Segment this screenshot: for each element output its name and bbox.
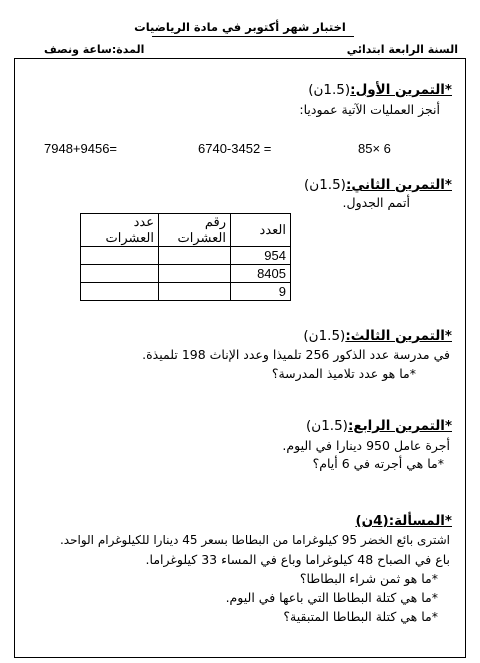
exercise4-heading [306,418,452,434]
exercise4-title: *التمرين الرابع: [347,418,452,434]
table-cell: 8405 [231,265,291,283]
exercise3-heading [303,328,452,344]
problem-statement-line2: باع في الصباح 48 كيلوغراما وباع في المساء 33 كيلوغراما. [145,552,450,567]
table-cell [81,247,159,265]
table-cell: 954 [231,247,291,265]
operation-subtract: 6740-3452 = [198,141,272,156]
table-cell [81,265,159,283]
exercise4-points: (1.5ن) [306,418,348,434]
exercise3-question: *ما هو عدد تلاميذ المدرسة؟ [271,366,416,381]
problem-question-1: *ما هو ثمن شراء البطاطا؟ [299,571,438,586]
table-row [81,283,291,301]
problem-question-3: *ما هي كتلة البطاطا المتبقية؟ [283,609,438,624]
table-cell [159,283,231,301]
operation-multiply: 85× 6 [358,141,391,156]
table-cell [81,283,159,301]
grade-label: السنة الرابعة ابتدائي [346,43,458,56]
table-cell [159,265,231,283]
exam-title: اختبار شهر أكتوبر في مادة الرياضيات [134,20,346,34]
problem-question-2: *ما هي كتلة البطاطا التي باعها في اليوم. [225,590,438,605]
exercise3-title: *التمرين الثالث: [345,328,452,344]
exercise2-title: *التمرين الثاني: [345,177,452,193]
table-row [81,265,291,283]
table-header-cell: العدد [231,214,291,247]
table-cell [159,247,231,265]
exercise3-points: (1.5ن) [303,328,346,344]
table-cell: 9 [231,283,291,301]
problem-title: *المسألة: [388,513,452,529]
problem-points: (4ن) [355,513,389,529]
title-underline [152,36,354,37]
problem-heading [355,513,452,529]
exercise1-points: (1.5ن) [308,82,351,98]
exercise4-question: *ما هي أجرته في 6 أيام؟ [312,456,444,471]
duration-label: المدة:ساعة ونصف [44,43,145,56]
exercise1-heading [308,82,452,98]
exercise1-instruction: أنجز العمليات الآتية عموديا: [299,102,440,117]
exercise3-statement: في مدرسة عدد الذكور 256 تلميذا وعدد الإناث 198 تلميذة. [142,347,450,362]
table-row [81,247,291,265]
exercise2-points: (1.5ن) [304,177,346,193]
exercise1-title: *التمرين الأول: [350,82,452,98]
exercise2-instruction: أتمم الجدول. [342,195,410,210]
table-header-cell: عدد العشرات [81,214,159,247]
exercise4-statement: أجرة عامل 950 دينارا في اليوم. [282,438,450,453]
operation-add: 7948+9456= [44,141,118,156]
problem-statement-line1: اشترى بائع الخضر 95 كيلوغراما من البطاطا بسعر 45 دينارا للكيلوغرام الواحد. [59,533,450,547]
table-header-row [81,214,291,247]
table-header-cell: رقم العشرات [159,214,231,247]
exercise2-heading [304,177,452,193]
tens-table [80,213,291,301]
